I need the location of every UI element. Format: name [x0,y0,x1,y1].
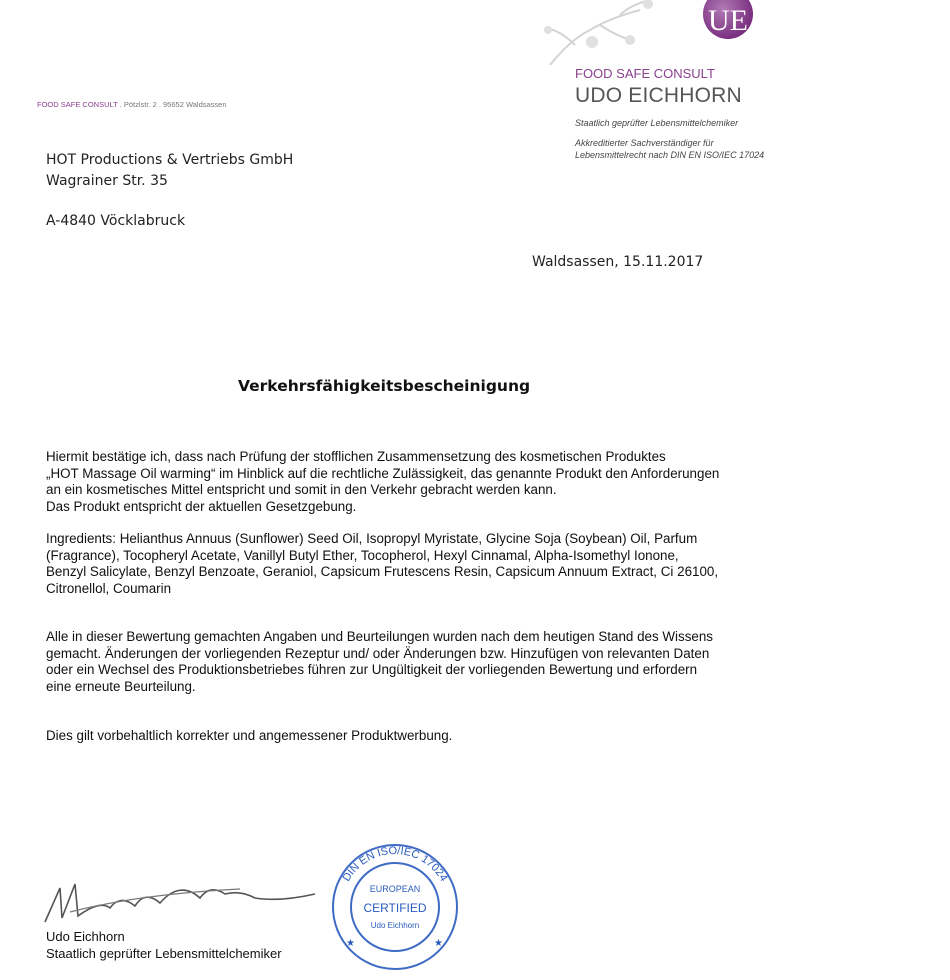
tagline-3: Lebensmittelrecht nach DIN EN ISO/IEC 17024 [575,150,765,160]
svg-text:DIN EN ISO/IEC 17024 [340,845,449,884]
star-icon: ★ [434,938,443,949]
signatory-role: Staatlich geprüfter Lebensmittelchemiker [46,945,282,961]
text-line: Citronellol, Coumarin [46,580,172,596]
text-line: gemacht. Änderungen der vorliegenden Rezeptur und/ oder Änderungen bzw. Hinzufügen von relevanten Daten [46,645,710,661]
stamp-middle-text: EUROPEAN [369,884,421,894]
recipient-company: HOT Productions & Vertriebs GmbH [46,152,294,168]
text-line: oder ein Wechsel des Produktionsbetriebes führen zur Ungültigkeit der vorliegenden Bewertung und erfordern [46,662,698,677]
stamp-center-text: CERTIFIED [363,901,427,915]
sender-address: . Pötzlstr. 2 . 95652 Waldsassen [117,100,227,109]
recipient-street: Wagrainer Str. 35 [46,173,168,189]
text-line: Benzyl Salicylate, Benzyl Benzoate, Geraniol, Capsicum Frutescens Resin, Capsicum Annuum Extract, Ci 26100, [46,564,719,579]
logo-letters: UE [708,4,748,37]
text-line: Hiermit bestätige ich, dass nach Prüfung der stofflichen Zusammensetzung des kosmetischen Produktes [46,449,666,464]
text-line: (Fragrance), Tocopheryl Acetate, Vanillyl Butyl Ether, Tocopherol, Hexyl Cinnamal, Alpha-Isomethyl Ionone, [46,547,679,563]
stamp-bottom-text: Udo Eichhorn [370,921,420,930]
tagline-1: Staatlich geprüfter Lebensmittelchemiker [575,118,739,128]
decorative-branch-graphic [530,0,690,65]
brand-owner-name: UDO EICHHORN [575,84,742,107]
stamp-ring-text: DIN EN ISO/IEC 17024 [340,844,450,884]
ue-logo [702,0,754,40]
text-line: „HOT Massage Oil warming“ im Hinblick auf die rechtliche Zulässigkeit, das genannte Produkt den Anforderungen [46,465,720,481]
paragraph-ingredients [46,531,718,597]
handwritten-signature [40,862,320,926]
paragraph-advertising: Dies gilt vorbehaltlich korrekter und angemessener Produktwerbung. [46,728,453,743]
text-line: an ein kosmetisches Mittel entspricht und somit in den Verkehr gebracht werden kann. [46,482,557,497]
text-line: Alle in dieser Bewertung gemachten Angaben und Beurteilungen wurden nach dem heutigen Stand des Wissens [46,629,713,644]
date-line: Waldsassen, 15.11.2017 [532,254,704,270]
tagline-2: Akkreditierter Sachverständiger für [575,138,714,148]
paragraph-confirmation [46,449,719,515]
signature-block [46,929,282,962]
text-line: eine erneute Beurteilung. [46,678,196,694]
sender-return-line [37,100,227,109]
recipient-city: A-4840 Vöcklabruck [46,213,186,229]
text-line: Ingredients: Helianthus Annuus (Sunflower) Seed Oil, Isopropyl Myristate, Glycine Soja (Soybean) Oil, Parfum [46,531,698,546]
signatory-name: Udo Eichhorn [46,929,125,944]
text-line: Das Produkt entspricht der aktuellen Gesetzgebung. [46,498,357,514]
brand-label: FOOD SAFE CONSULT [575,66,715,81]
star-icon: ★ [346,938,355,949]
sender-brand: FOOD SAFE CONSULT [37,100,118,109]
paragraph-disclaimer [46,629,713,695]
document-title: Verkehrsfähigkeitsbescheinigung [238,377,531,395]
certification-stamp [330,842,460,972]
